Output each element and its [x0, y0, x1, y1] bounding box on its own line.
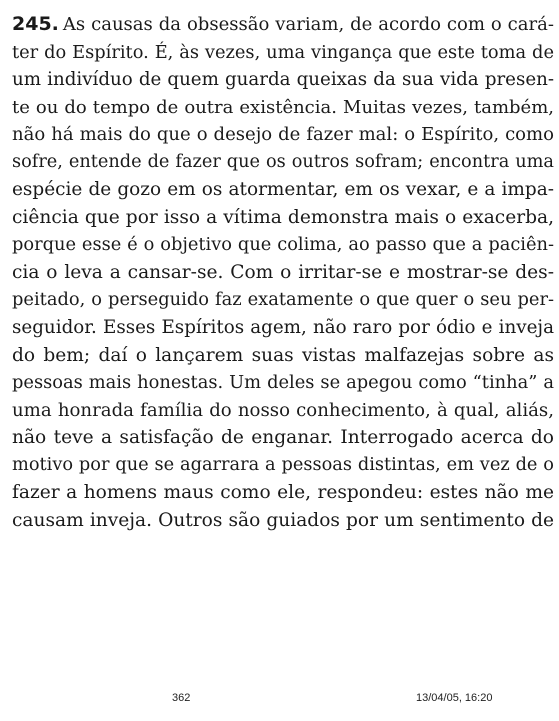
text-line: ciência que por isso a vítima demonstra mais o exacerba, — [12, 206, 554, 228]
text-line: uma honrada família do nosso conhecimento, à qual, aliás, — [12, 399, 554, 421]
text-line: não há mais do que o desejo de fazer mal: o Espírito, como — [12, 124, 554, 146]
footer-timestamp: 13/04/05, 16:20 — [416, 692, 493, 704]
paragraph-number: 245. — [12, 13, 59, 35]
text-line: causam inveja. Outros são guiados por um sentimento de — [12, 509, 554, 531]
text-line: sofre, entende de fazer que os outros sofram; encontra uma — [12, 151, 554, 172]
text-line: do bem; daí o lançarem suas vistas malfazejas sobre as — [12, 344, 554, 366]
text-line: ter do Espírito. É, às vezes, uma vingança que este toma de — [12, 41, 554, 63]
text-line: não teve a satisfação de enganar. Interrogado acerca do — [12, 427, 554, 449]
text-line: seguidor. Esses Espíritos agem, não raro por ódio e inveja — [12, 317, 554, 339]
text-line: peitado, o perseguido faz exatamente o que quer o seu per- — [12, 289, 554, 311]
text-line — [12, 11, 554, 39]
text-line: cia o leva a cansar-se. Com o irritar-se e mostrar-se des- — [12, 261, 554, 283]
text-line: te ou do tempo de outra existência. Muitas vezes, também, — [12, 96, 554, 118]
text-line: porque esse é o objetivo que colima, ao passo que a paciên- — [12, 234, 554, 256]
paragraph-245 — [12, 11, 554, 534]
footer-page-number: 362 — [172, 692, 191, 704]
text-line: motivo por que se agarrara a pessoas distintas, em vez de o — [12, 454, 554, 475]
text-line: fazer a homens maus como ele, respondeu: estes não me — [12, 482, 554, 504]
text-line-content: As causas da obsessão variam, de acordo com o cará- — [62, 14, 554, 35]
text-line: pessoas mais honestas. Um deles se apegou como “tinha” a — [12, 372, 554, 394]
text-line: espécie de gozo em os atormentar, em os vexar, e a impa- — [12, 179, 554, 201]
text-line: um indivíduo de quem guarda queixas da sua vida presen- — [12, 69, 554, 91]
